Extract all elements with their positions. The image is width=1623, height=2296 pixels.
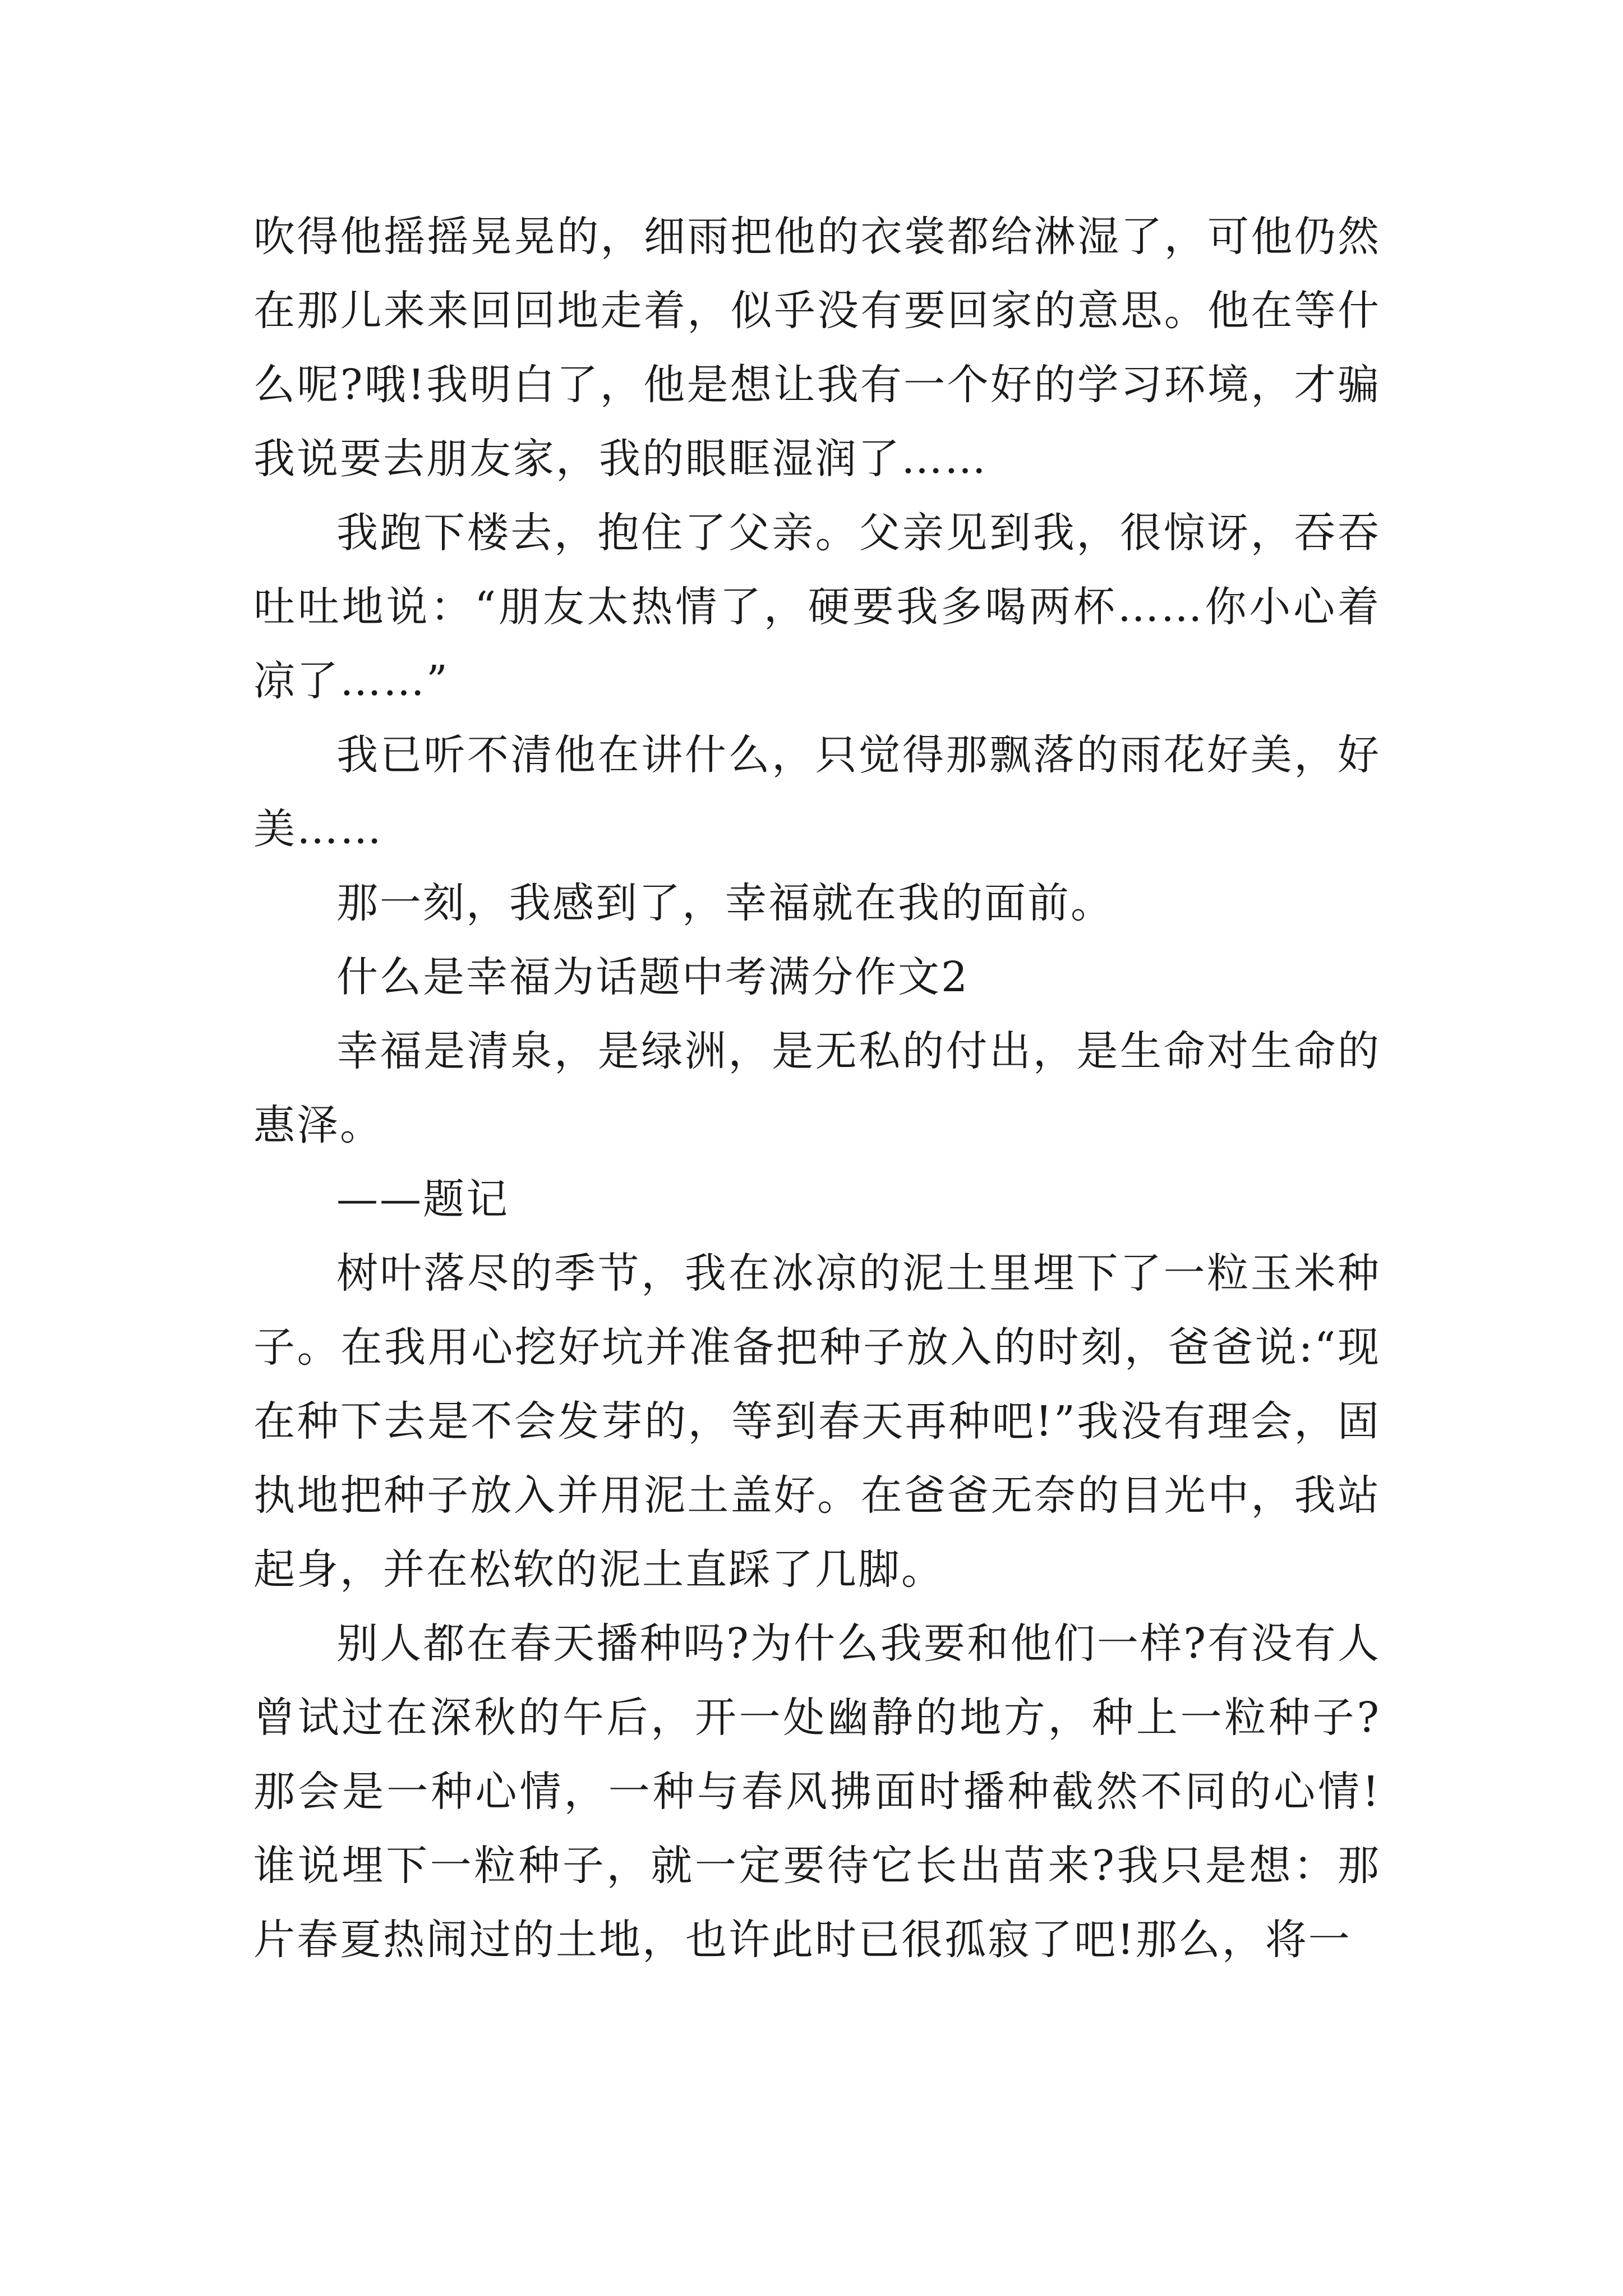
paragraph: 我已听不清他在讲什么，只觉得那飘落的雨花好美，好美…… xyxy=(253,731,1381,853)
article-body xyxy=(253,200,1381,1977)
paragraph: 我跑下楼去，抱住了父亲。父亲见到我，很惊讶，吞吞吐吐地说：“朋友太热情了，硬要我多喝两杯……你小心着凉了……” xyxy=(253,509,1381,705)
paragraph: 树叶落尽的季节，我在冰凉的泥土里埋下了一粒玉米种子。在我用心挖好坑并准备把种子放入的时刻，爸爸说:“现在种下去是不会发芽的，等到春天再种吧!”我没有理会，固执地把种子放入并用泥土盖好。在爸爸无奈的目光中，我站起身，并在松软的泥土直踩了几脚。 xyxy=(253,1249,1381,1594)
epigraph-note: ——题记 xyxy=(336,1175,509,1223)
paragraph-continued: 吹得他摇摇晃晃的，细雨把他的衣裳都给淋湿了，可他仍然在那儿来来回回地走着，似乎没有要回家的意思。他在等什么呢?哦!我明白了，他是想让我有一个好的学习环境，才骗我说要去朋友家，我的眼眶湿润了…… xyxy=(253,213,1381,483)
paragraph: 幸福是清泉，是绿洲，是无私的付出，是生命对生命的惠泽。 xyxy=(253,1027,1381,1149)
paragraph: 那一刻，我感到了，幸福就在我的面前。 xyxy=(336,879,1114,927)
essay-title: 什么是幸福为话题中考满分作文2 xyxy=(336,953,970,1001)
paragraph: 别人都在春天播种吗?为什么我要和他们一样?有没有人曾试过在深秋的午后，开一处幽静的地方，种上一粒种子?那会是一种心情，一种与春风拂面时播种截然不同的心情!谁说埋下一粒种子，就一定要待它长出苗来?我只是想：那片春夏热闹过的土地，也许此时已很孤寂了吧!那么，将一 xyxy=(253,1619,1381,1964)
